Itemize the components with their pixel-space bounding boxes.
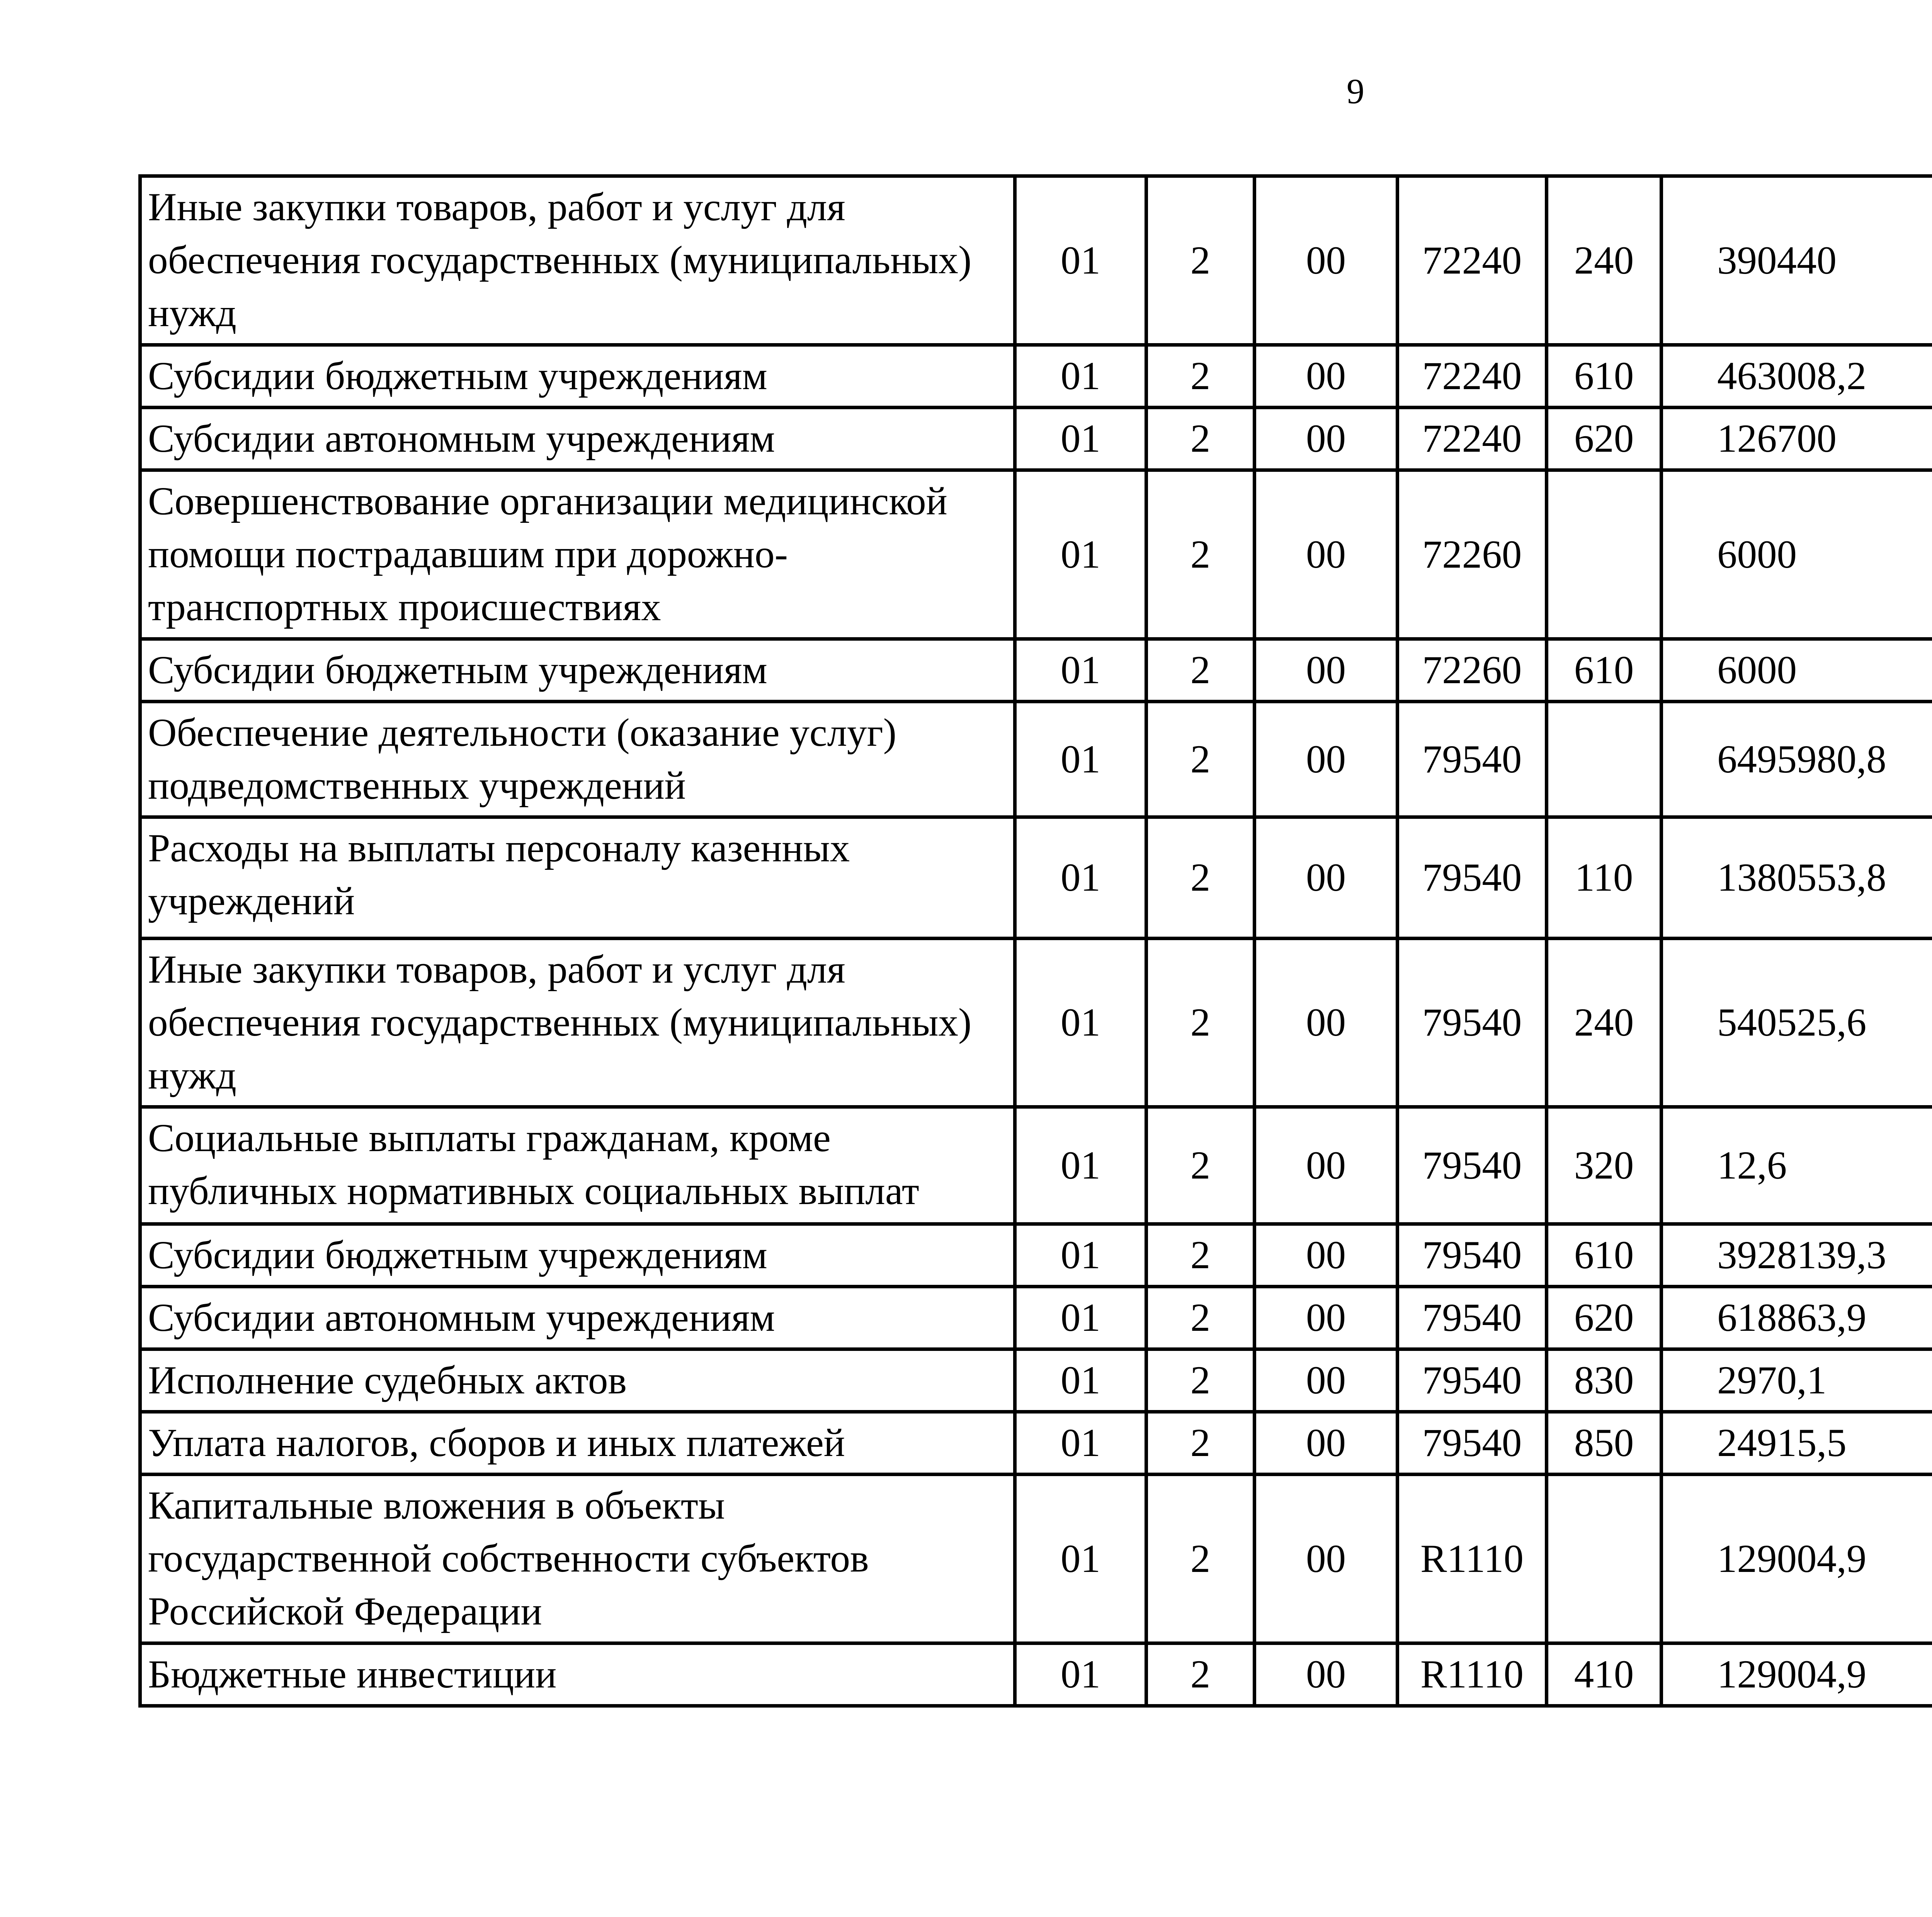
code-expense-type: 410 xyxy=(1547,1643,1662,1706)
table-row xyxy=(140,639,1932,702)
code-target: 79540 xyxy=(1398,939,1547,1107)
amount-year-1: 6495980,8 xyxy=(1662,702,1932,817)
amount-year-1: 1380553,8 xyxy=(1662,817,1932,939)
code-program: 00 xyxy=(1255,1643,1398,1706)
table-row xyxy=(140,1287,1932,1349)
row-description: Субсидии автономным учреждениям xyxy=(140,408,1015,470)
code-program: 00 xyxy=(1255,176,1398,345)
code-section: 01 xyxy=(1015,939,1146,1107)
row-description: Субсидии бюджетным учреждениям xyxy=(140,639,1015,702)
table-row xyxy=(140,939,1932,1107)
code-section: 01 xyxy=(1015,817,1146,939)
code-target: 79540 xyxy=(1398,1287,1547,1349)
code-target: 72260 xyxy=(1398,639,1547,702)
table-row xyxy=(140,1412,1932,1475)
code-program: 00 xyxy=(1255,1224,1398,1287)
code-program: 00 xyxy=(1255,470,1398,639)
code-expense-type: 610 xyxy=(1547,345,1662,408)
code-subsection: 2 xyxy=(1146,1287,1255,1349)
code-subsection: 2 xyxy=(1146,176,1255,345)
code-section: 01 xyxy=(1015,345,1146,408)
row-description: Субсидии автономным учреждениям xyxy=(140,1287,1015,1349)
table-row xyxy=(140,470,1932,639)
amount-year-1: 12,6 xyxy=(1662,1107,1932,1224)
code-program: 00 xyxy=(1255,639,1398,702)
code-target: 79540 xyxy=(1398,1224,1547,1287)
code-section: 01 xyxy=(1015,1287,1146,1349)
code-section: 01 xyxy=(1015,1349,1146,1412)
table-row xyxy=(140,1643,1932,1706)
code-program: 00 xyxy=(1255,1287,1398,1349)
code-expense-type: 830 xyxy=(1547,1349,1662,1412)
code-target: 79540 xyxy=(1398,1349,1547,1412)
table-body xyxy=(140,176,1932,1706)
amount-year-1: 24915,5 xyxy=(1662,1412,1932,1475)
budget-table xyxy=(138,174,1932,1708)
code-program: 00 xyxy=(1255,1412,1398,1475)
code-section: 01 xyxy=(1015,1643,1146,1706)
code-section: 01 xyxy=(1015,1412,1146,1475)
code-subsection: 2 xyxy=(1146,939,1255,1107)
amount-year-1: 463008,2 xyxy=(1662,345,1932,408)
code-target: 72260 xyxy=(1398,470,1547,639)
code-program: 00 xyxy=(1255,408,1398,470)
code-target: R1110 xyxy=(1398,1475,1547,1643)
code-program: 00 xyxy=(1255,1475,1398,1643)
row-description: Иные закупки товаров, работ и услуг для обеспечения государственных (муниципальных) нужд xyxy=(140,176,1015,345)
table-row xyxy=(140,408,1932,470)
row-description: Обеспечение деятельности (оказание услуг) подведомственных учреждений xyxy=(140,702,1015,817)
code-program: 00 xyxy=(1255,345,1398,408)
code-subsection: 2 xyxy=(1146,470,1255,639)
code-expense-type xyxy=(1547,1475,1662,1643)
code-subsection: 2 xyxy=(1146,1412,1255,1475)
code-expense-type: 610 xyxy=(1547,639,1662,702)
code-target: 79540 xyxy=(1398,1412,1547,1475)
code-section: 01 xyxy=(1015,1107,1146,1224)
table-row xyxy=(140,1224,1932,1287)
row-description: Исполнение судебных актов xyxy=(140,1349,1015,1412)
amount-year-1: 126700 xyxy=(1662,408,1932,470)
code-subsection: 2 xyxy=(1146,1349,1255,1412)
code-subsection: 2 xyxy=(1146,345,1255,408)
amount-year-1: 129004,9 xyxy=(1662,1643,1932,1706)
table-row xyxy=(140,1107,1932,1224)
code-program: 00 xyxy=(1255,817,1398,939)
code-subsection: 2 xyxy=(1146,1107,1255,1224)
code-section: 01 xyxy=(1015,1224,1146,1287)
code-target: R1110 xyxy=(1398,1643,1547,1706)
code-target: 79540 xyxy=(1398,1107,1547,1224)
code-program: 00 xyxy=(1255,702,1398,817)
code-expense-type: 240 xyxy=(1547,939,1662,1107)
code-subsection: 2 xyxy=(1146,408,1255,470)
code-expense-type: 110 xyxy=(1547,817,1662,939)
code-expense-type: 610 xyxy=(1547,1224,1662,1287)
row-description: Расходы на выплаты персоналу казенных учреждений xyxy=(140,817,1015,939)
table-row xyxy=(140,817,1932,939)
table-row xyxy=(140,176,1932,345)
code-expense-type xyxy=(1547,470,1662,639)
page-number: 9 xyxy=(1347,71,1364,111)
code-target: 72240 xyxy=(1398,176,1547,345)
code-subsection: 2 xyxy=(1146,817,1255,939)
code-section: 01 xyxy=(1015,470,1146,639)
code-subsection: 2 xyxy=(1146,702,1255,817)
code-subsection: 2 xyxy=(1146,639,1255,702)
table-row xyxy=(140,345,1932,408)
code-target: 72240 xyxy=(1398,408,1547,470)
amount-year-1: 6000 xyxy=(1662,639,1932,702)
code-target: 79540 xyxy=(1398,702,1547,817)
row-description: Совершенствование организации медицинской помощи пострадавшим при дорожно-транспортных происшествиях xyxy=(140,470,1015,639)
code-program: 00 xyxy=(1255,1349,1398,1412)
table-row xyxy=(140,1475,1932,1643)
row-description: Субсидии бюджетным учреждениям xyxy=(140,345,1015,408)
code-section: 01 xyxy=(1015,176,1146,345)
row-description: Уплата налогов, сборов и иных платежей xyxy=(140,1412,1015,1475)
code-expense-type: 850 xyxy=(1547,1412,1662,1475)
amount-year-1: 3928139,3 xyxy=(1662,1224,1932,1287)
code-section: 01 xyxy=(1015,1475,1146,1643)
code-section: 01 xyxy=(1015,639,1146,702)
code-expense-type: 620 xyxy=(1547,1287,1662,1349)
code-subsection: 2 xyxy=(1146,1475,1255,1643)
row-description: Капитальные вложения в объекты государственной собственности субъектов Российской Федерации xyxy=(140,1475,1015,1643)
code-target: 79540 xyxy=(1398,817,1547,939)
code-expense-type xyxy=(1547,702,1662,817)
amount-year-1: 540525,6 xyxy=(1662,939,1932,1107)
amount-year-1: 2970,1 xyxy=(1662,1349,1932,1412)
row-description: Субсидии бюджетным учреждениям xyxy=(140,1224,1015,1287)
amount-year-1: 618863,9 xyxy=(1662,1287,1932,1349)
code-target: 72240 xyxy=(1398,345,1547,408)
amount-year-1: 6000 xyxy=(1662,470,1932,639)
code-expense-type: 240 xyxy=(1547,176,1662,345)
code-subsection: 2 xyxy=(1146,1224,1255,1287)
row-description: Иные закупки товаров, работ и услуг для обеспечения государственных (муниципальных) нужд xyxy=(140,939,1015,1107)
row-description: Социальные выплаты гражданам, кроме публичных нормативных социальных выплат xyxy=(140,1107,1015,1224)
table-row xyxy=(140,702,1932,817)
code-expense-type: 620 xyxy=(1547,408,1662,470)
amount-year-1: 390440 xyxy=(1662,176,1932,345)
code-program: 00 xyxy=(1255,1107,1398,1224)
code-section: 01 xyxy=(1015,408,1146,470)
code-subsection: 2 xyxy=(1146,1643,1255,1706)
code-expense-type: 320 xyxy=(1547,1107,1662,1224)
code-section: 01 xyxy=(1015,702,1146,817)
code-program: 00 xyxy=(1255,939,1398,1107)
row-description: Бюджетные инвестиции xyxy=(140,1643,1015,1706)
table-row xyxy=(140,1349,1932,1412)
amount-year-1: 129004,9 xyxy=(1662,1475,1932,1643)
